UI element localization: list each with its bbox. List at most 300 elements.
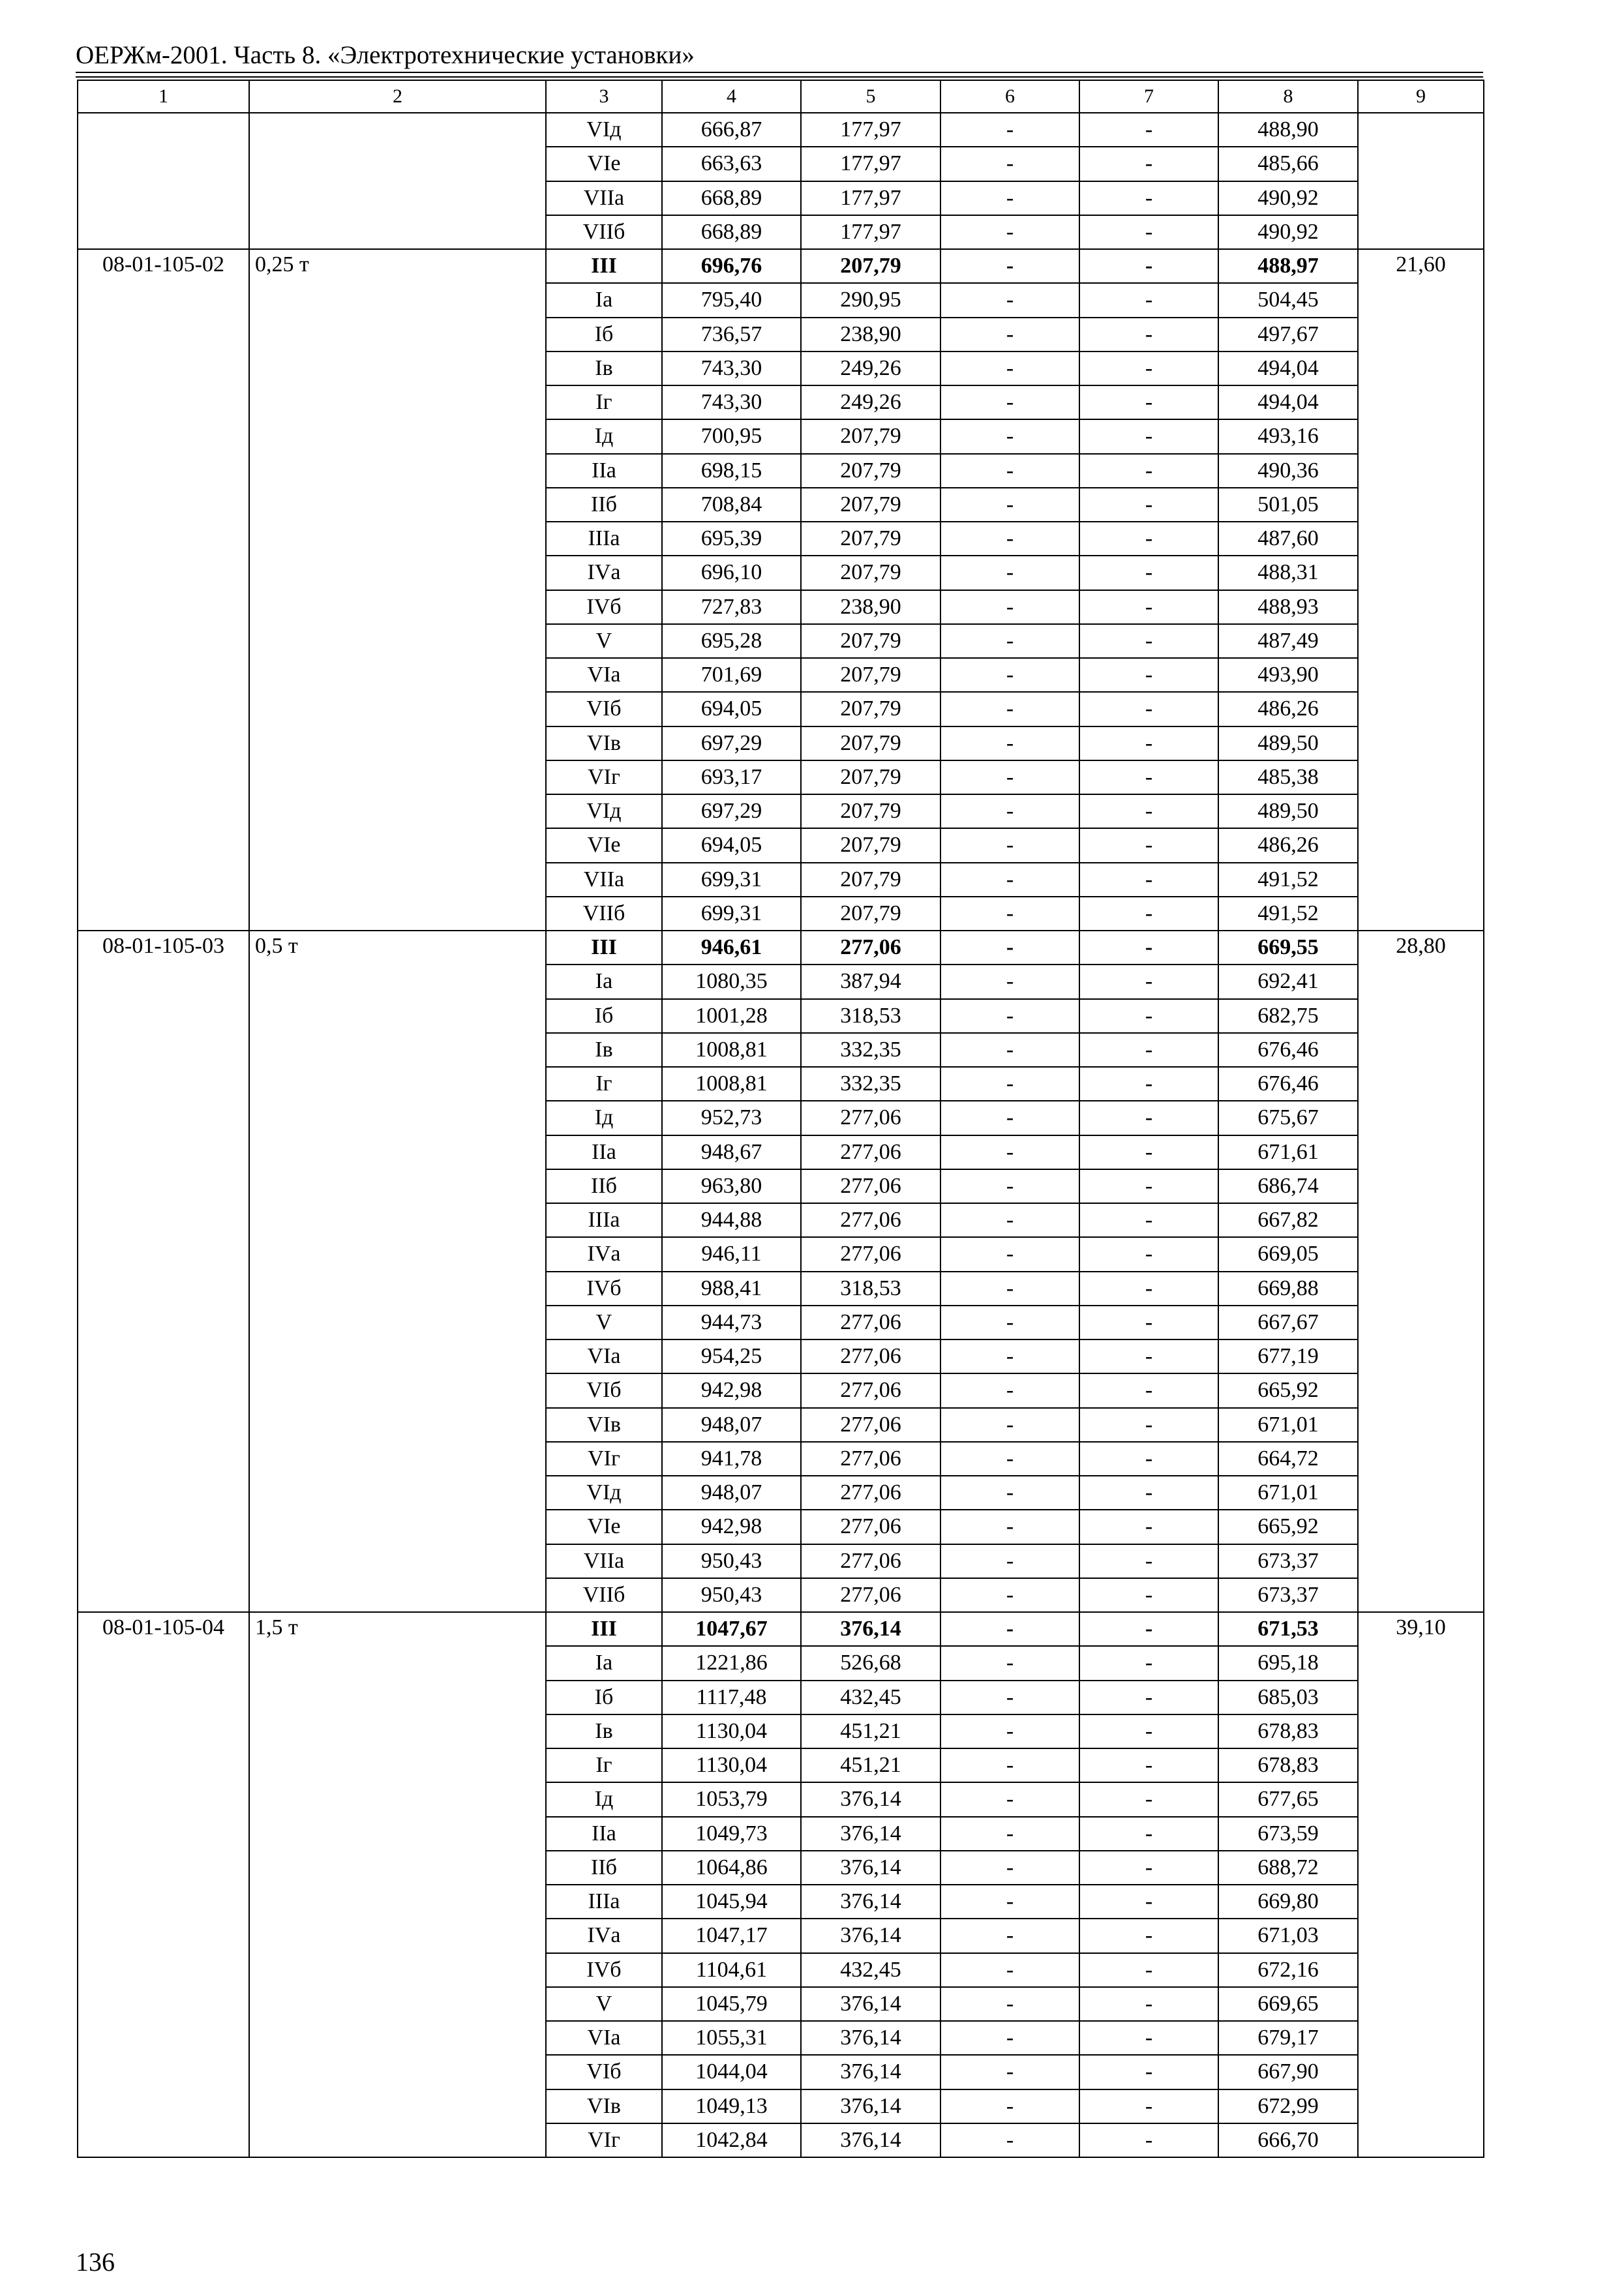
total-cost-cell: 696,76	[662, 249, 801, 283]
driver-wages-cell: -	[1079, 2021, 1218, 2055]
materials-cell: 486,26	[1218, 828, 1358, 862]
rate-code-cell: 08-01-105-03	[78, 931, 249, 1612]
materials-cell: 665,92	[1218, 1373, 1358, 1407]
machine-cost-cell: -	[940, 726, 1079, 760]
wages-cell: 277,06	[801, 1476, 940, 1510]
materials-cell: 490,92	[1218, 215, 1358, 249]
table-row	[78, 931, 1484, 965]
materials-cell: 504,45	[1218, 283, 1358, 317]
wages-cell: 277,06	[801, 1510, 940, 1544]
zone-cell: IIб	[546, 488, 662, 522]
total-cost-cell: 727,83	[662, 590, 801, 624]
total-cost-cell: 743,30	[662, 352, 801, 385]
machine-cost-cell: -	[940, 760, 1079, 794]
driver-wages-cell: -	[1079, 931, 1218, 965]
wages-cell: 432,45	[801, 1681, 940, 1714]
total-cost-cell: 948,07	[662, 1408, 801, 1442]
driver-wages-cell: -	[1079, 522, 1218, 556]
wages-cell: 376,14	[801, 1885, 940, 1919]
materials-cell: 671,03	[1218, 1919, 1358, 1952]
zone-cell: V	[546, 1306, 662, 1339]
materials-cell: 682,75	[1218, 999, 1358, 1033]
column-header: 4	[662, 80, 801, 113]
total-cost-cell: 954,25	[662, 1339, 801, 1373]
total-cost-cell: 663,63	[662, 147, 801, 181]
driver-wages-cell: -	[1079, 1953, 1218, 1987]
materials-cell: 669,65	[1218, 1987, 1358, 2021]
machine-cost-cell: -	[940, 147, 1079, 181]
wages-cell: 318,53	[801, 1272, 940, 1306]
wages-cell: 177,97	[801, 147, 940, 181]
materials-cell: 488,97	[1218, 249, 1358, 283]
wages-cell: 387,94	[801, 965, 940, 998]
header-rule	[76, 76, 1483, 78]
zone-cell: VIд	[546, 1476, 662, 1510]
total-cost-cell: 693,17	[662, 760, 801, 794]
total-cost-cell: 736,57	[662, 318, 801, 352]
machine-cost-cell: -	[940, 1681, 1079, 1714]
total-cost-cell: 1053,79	[662, 1782, 801, 1816]
materials-cell: 692,41	[1218, 965, 1358, 998]
driver-wages-cell: -	[1079, 590, 1218, 624]
column-header: 3	[546, 80, 662, 113]
materials-cell: 678,83	[1218, 1748, 1358, 1782]
total-cost-cell: 1130,04	[662, 1748, 801, 1782]
zone-cell: Iг	[546, 385, 662, 419]
materials-cell: 488,93	[1218, 590, 1358, 624]
materials-cell: 673,37	[1218, 1578, 1358, 1612]
driver-wages-cell: -	[1079, 1272, 1218, 1306]
total-cost-cell: 1049,73	[662, 1817, 801, 1851]
wages-cell: 376,14	[801, 1817, 940, 1851]
driver-wages-cell: -	[1079, 454, 1218, 488]
zone-cell: Iв	[546, 1714, 662, 1748]
machine-cost-cell: -	[940, 113, 1079, 147]
zone-cell: VIд	[546, 113, 662, 147]
driver-wages-cell: -	[1079, 1612, 1218, 1646]
wages-cell: 238,90	[801, 318, 940, 352]
machine-cost-cell: -	[940, 897, 1079, 931]
materials-cell: 665,92	[1218, 1510, 1358, 1544]
machine-cost-cell: -	[940, 556, 1079, 590]
zone-cell: V	[546, 1987, 662, 2021]
zone-cell: VIб	[546, 2055, 662, 2089]
column-number-row	[78, 80, 1484, 113]
driver-wages-cell: -	[1079, 1033, 1218, 1067]
materials-cell: 671,53	[1218, 1612, 1358, 1646]
machine-cost-cell: -	[940, 658, 1079, 692]
machine-cost-cell: -	[940, 590, 1079, 624]
wages-cell: 177,97	[801, 215, 940, 249]
wages-cell: 376,14	[801, 2021, 940, 2055]
wages-cell: 207,79	[801, 692, 940, 726]
total-cost-cell: 795,40	[662, 283, 801, 317]
zone-cell: Iа	[546, 965, 662, 998]
zone-cell: VIд	[546, 794, 662, 828]
zone-cell: VIб	[546, 1373, 662, 1407]
total-cost-cell: 952,73	[662, 1101, 801, 1135]
materials-cell: 672,99	[1218, 2089, 1358, 2123]
materials-cell: 491,52	[1218, 897, 1358, 931]
zone-cell: VIе	[546, 828, 662, 862]
total-cost-cell: 694,05	[662, 692, 801, 726]
machine-cost-cell: -	[940, 1339, 1079, 1373]
column-header: 7	[1079, 80, 1218, 113]
wages-cell: 290,95	[801, 283, 940, 317]
zone-cell: III	[546, 931, 662, 965]
machine-cost-cell: -	[940, 999, 1079, 1033]
total-cost-cell: 699,31	[662, 897, 801, 931]
zone-cell: VIIа	[546, 181, 662, 215]
total-cost-cell: 666,87	[662, 113, 801, 147]
total-cost-cell: 948,07	[662, 1476, 801, 1510]
total-cost-cell: 708,84	[662, 488, 801, 522]
total-cost-cell: 743,30	[662, 385, 801, 419]
machine-cost-cell: -	[940, 488, 1079, 522]
machine-cost-cell: -	[940, 1033, 1079, 1067]
machine-cost-cell: -	[940, 1851, 1079, 1885]
table-row	[78, 113, 1484, 147]
wages-cell: 451,21	[801, 1748, 940, 1782]
wages-cell: 332,35	[801, 1033, 940, 1067]
total-cost-cell: 1055,31	[662, 2021, 801, 2055]
machine-cost-cell: -	[940, 692, 1079, 726]
machine-cost-cell: -	[940, 2089, 1079, 2123]
driver-wages-cell: -	[1079, 1476, 1218, 1510]
total-cost-cell: 668,89	[662, 181, 801, 215]
total-cost-cell: 700,95	[662, 419, 801, 453]
zone-cell: VIв	[546, 1408, 662, 1442]
wages-cell: 207,79	[801, 454, 940, 488]
total-cost-cell: 948,67	[662, 1135, 801, 1169]
machine-cost-cell: -	[940, 2021, 1079, 2055]
materials-cell: 672,16	[1218, 1953, 1358, 1987]
zone-cell: V	[546, 624, 662, 658]
labor-cost-cell: 21,60	[1358, 249, 1484, 931]
materials-cell: 494,04	[1218, 352, 1358, 385]
materials-cell: 671,61	[1218, 1135, 1358, 1169]
wages-cell: 207,79	[801, 249, 940, 283]
driver-wages-cell: -	[1079, 249, 1218, 283]
materials-cell: 485,66	[1218, 147, 1358, 181]
materials-cell: 486,26	[1218, 692, 1358, 726]
wages-cell: 376,14	[801, 2123, 940, 2157]
driver-wages-cell: -	[1079, 147, 1218, 181]
wages-cell: 238,90	[801, 590, 940, 624]
total-cost-cell: 1117,48	[662, 1681, 801, 1714]
zone-cell: VIа	[546, 1339, 662, 1373]
total-cost-cell: 698,15	[662, 454, 801, 488]
driver-wages-cell: -	[1079, 1851, 1218, 1885]
driver-wages-cell: -	[1079, 658, 1218, 692]
driver-wages-cell: -	[1079, 999, 1218, 1033]
zone-cell: IIIа	[546, 522, 662, 556]
page-number: 136	[76, 2247, 115, 2277]
driver-wages-cell: -	[1079, 1714, 1218, 1748]
materials-cell: 673,37	[1218, 1544, 1358, 1578]
wages-cell: 376,14	[801, 1919, 940, 1952]
driver-wages-cell: -	[1079, 113, 1218, 147]
machine-cost-cell: -	[940, 2123, 1079, 2157]
wages-cell: 277,06	[801, 1578, 940, 1612]
wages-cell: 277,06	[801, 1169, 940, 1203]
total-cost-cell: 1008,81	[662, 1033, 801, 1067]
wages-cell: 332,35	[801, 1067, 940, 1101]
driver-wages-cell: -	[1079, 828, 1218, 862]
total-cost-cell: 1130,04	[662, 1714, 801, 1748]
driver-wages-cell: -	[1079, 863, 1218, 897]
driver-wages-cell: -	[1079, 1817, 1218, 1851]
zone-cell: Iб	[546, 1681, 662, 1714]
driver-wages-cell: -	[1079, 1339, 1218, 1373]
machine-cost-cell: -	[940, 1442, 1079, 1476]
driver-wages-cell: -	[1079, 2055, 1218, 2089]
machine-cost-cell: -	[940, 1237, 1079, 1271]
machine-cost-cell: -	[940, 1135, 1079, 1169]
driver-wages-cell: -	[1079, 1544, 1218, 1578]
machine-cost-cell: -	[940, 181, 1079, 215]
wages-cell: 207,79	[801, 897, 940, 931]
zone-cell: VIIб	[546, 215, 662, 249]
driver-wages-cell: -	[1079, 1169, 1218, 1203]
wages-cell: 318,53	[801, 999, 940, 1033]
total-cost-cell: 963,80	[662, 1169, 801, 1203]
driver-wages-cell: -	[1079, 1987, 1218, 2021]
zone-cell: VIб	[546, 692, 662, 726]
driver-wages-cell: -	[1079, 2089, 1218, 2123]
driver-wages-cell: -	[1079, 1646, 1218, 1680]
total-cost-cell: 701,69	[662, 658, 801, 692]
zone-cell: VIг	[546, 2123, 662, 2157]
total-cost-cell: 1001,28	[662, 999, 801, 1033]
machine-cost-cell: -	[940, 283, 1079, 317]
zone-cell: Iб	[546, 999, 662, 1033]
total-cost-cell: 697,29	[662, 794, 801, 828]
total-cost-cell: 668,89	[662, 215, 801, 249]
driver-wages-cell: -	[1079, 692, 1218, 726]
driver-wages-cell: -	[1079, 1782, 1218, 1816]
zone-cell: IVб	[546, 1953, 662, 1987]
machine-cost-cell: -	[940, 931, 1079, 965]
materials-cell: 669,05	[1218, 1237, 1358, 1271]
machine-cost-cell: -	[940, 2055, 1079, 2089]
zone-cell: Iв	[546, 352, 662, 385]
header-rule	[76, 72, 1483, 73]
materials-cell: 489,50	[1218, 726, 1358, 760]
zone-cell: Iа	[546, 283, 662, 317]
labor-cost-cell: 39,10	[1358, 1612, 1484, 2157]
materials-cell: 676,46	[1218, 1067, 1358, 1101]
total-cost-cell: 946,11	[662, 1237, 801, 1271]
table-body	[78, 80, 1484, 2157]
driver-wages-cell: -	[1079, 181, 1218, 215]
machine-cost-cell: -	[940, 1408, 1079, 1442]
total-cost-cell: 944,73	[662, 1306, 801, 1339]
wages-cell: 207,79	[801, 556, 940, 590]
materials-cell: 671,01	[1218, 1408, 1358, 1442]
machine-cost-cell: -	[940, 1203, 1079, 1237]
wages-cell: 249,26	[801, 385, 940, 419]
rate-name-cell: 1,5 т	[249, 1612, 546, 2157]
machine-cost-cell: -	[940, 419, 1079, 453]
total-cost-cell: 694,05	[662, 828, 801, 862]
total-cost-cell: 1221,86	[662, 1646, 801, 1680]
wages-cell: 177,97	[801, 181, 940, 215]
total-cost-cell: 950,43	[662, 1578, 801, 1612]
zone-cell: IVб	[546, 590, 662, 624]
machine-cost-cell: -	[940, 1306, 1079, 1339]
driver-wages-cell: -	[1079, 760, 1218, 794]
wages-cell: 207,79	[801, 828, 940, 862]
total-cost-cell: 1008,81	[662, 1067, 801, 1101]
wages-cell: 207,79	[801, 522, 940, 556]
total-cost-cell: 695,28	[662, 624, 801, 658]
total-cost-cell: 699,31	[662, 863, 801, 897]
column-header: 1	[78, 80, 249, 113]
machine-cost-cell: -	[940, 352, 1079, 385]
materials-cell: 675,67	[1218, 1101, 1358, 1135]
total-cost-cell: 944,88	[662, 1203, 801, 1237]
total-cost-cell: 1045,94	[662, 1885, 801, 1919]
zone-cell: IIа	[546, 454, 662, 488]
total-cost-cell: 1047,67	[662, 1612, 801, 1646]
rate-code-cell: 08-01-105-02	[78, 249, 249, 931]
machine-cost-cell: -	[940, 215, 1079, 249]
machine-cost-cell: -	[940, 624, 1079, 658]
zone-cell: Iд	[546, 1782, 662, 1816]
driver-wages-cell: -	[1079, 965, 1218, 998]
total-cost-cell: 988,41	[662, 1272, 801, 1306]
wages-cell: 207,79	[801, 760, 940, 794]
machine-cost-cell: -	[940, 863, 1079, 897]
wages-cell: 376,14	[801, 1987, 940, 2021]
labor-cost-cell	[1358, 113, 1484, 249]
machine-cost-cell: -	[940, 1714, 1079, 1748]
wages-cell: 277,06	[801, 1544, 940, 1578]
driver-wages-cell: -	[1079, 385, 1218, 419]
rate-name-cell: 0,5 т	[249, 931, 546, 1612]
driver-wages-cell: -	[1079, 1919, 1218, 1952]
machine-cost-cell: -	[940, 1782, 1079, 1816]
materials-cell: 678,83	[1218, 1714, 1358, 1748]
wages-cell: 451,21	[801, 1714, 940, 1748]
driver-wages-cell: -	[1079, 1373, 1218, 1407]
materials-cell: 488,90	[1218, 113, 1358, 147]
total-cost-cell: 1049,13	[662, 2089, 801, 2123]
wages-cell: 277,06	[801, 931, 940, 965]
wages-cell: 376,14	[801, 2055, 940, 2089]
machine-cost-cell: -	[940, 1510, 1079, 1544]
machine-cost-cell: -	[940, 318, 1079, 352]
rate-code-cell: 08-01-105-04	[78, 1612, 249, 2157]
zone-cell: IVа	[546, 1237, 662, 1271]
machine-cost-cell: -	[940, 1612, 1079, 1646]
driver-wages-cell: -	[1079, 1442, 1218, 1476]
materials-cell: 488,31	[1218, 556, 1358, 590]
zone-cell: Iг	[546, 1067, 662, 1101]
machine-cost-cell: -	[940, 1748, 1079, 1782]
materials-cell: 490,92	[1218, 181, 1358, 215]
zone-cell: IVа	[546, 556, 662, 590]
wages-cell: 376,14	[801, 1782, 940, 1816]
driver-wages-cell: -	[1079, 352, 1218, 385]
zone-cell: IIб	[546, 1851, 662, 1885]
machine-cost-cell: -	[940, 249, 1079, 283]
machine-cost-cell: -	[940, 1544, 1079, 1578]
wages-cell: 277,06	[801, 1442, 940, 1476]
materials-cell: 501,05	[1218, 488, 1358, 522]
driver-wages-cell: -	[1079, 1510, 1218, 1544]
driver-wages-cell: -	[1079, 1101, 1218, 1135]
wages-cell: 177,97	[801, 113, 940, 147]
zone-cell: Iг	[546, 1748, 662, 1782]
column-header: 6	[940, 80, 1079, 113]
column-header: 8	[1218, 80, 1358, 113]
zone-cell: Iв	[546, 1033, 662, 1067]
machine-cost-cell: -	[940, 965, 1079, 998]
materials-cell: 493,90	[1218, 658, 1358, 692]
materials-cell: 487,60	[1218, 522, 1358, 556]
machine-cost-cell: -	[940, 454, 1079, 488]
machine-cost-cell: -	[940, 1646, 1079, 1680]
driver-wages-cell: -	[1079, 624, 1218, 658]
materials-cell: 664,72	[1218, 1442, 1358, 1476]
machine-cost-cell: -	[940, 1272, 1079, 1306]
driver-wages-cell: -	[1079, 1578, 1218, 1612]
machine-cost-cell: -	[940, 1476, 1079, 1510]
zone-cell: III	[546, 249, 662, 283]
rate-code-cell	[78, 113, 249, 249]
zone-cell: Iд	[546, 419, 662, 453]
zone-cell: VIв	[546, 2089, 662, 2123]
materials-cell: 667,82	[1218, 1203, 1358, 1237]
zone-cell: VIIб	[546, 897, 662, 931]
driver-wages-cell: -	[1079, 283, 1218, 317]
machine-cost-cell: -	[940, 828, 1079, 862]
zone-cell: VIв	[546, 726, 662, 760]
materials-cell: 491,52	[1218, 863, 1358, 897]
driver-wages-cell: -	[1079, 419, 1218, 453]
column-header: 9	[1358, 80, 1484, 113]
wages-cell: 207,79	[801, 658, 940, 692]
wages-cell: 277,06	[801, 1373, 940, 1407]
machine-cost-cell: -	[940, 1987, 1079, 2021]
materials-cell: 676,46	[1218, 1033, 1358, 1067]
total-cost-cell: 942,98	[662, 1510, 801, 1544]
driver-wages-cell: -	[1079, 1203, 1218, 1237]
zone-cell: IIа	[546, 1817, 662, 1851]
zone-cell: IIб	[546, 1169, 662, 1203]
total-cost-cell: 1064,86	[662, 1851, 801, 1885]
zone-cell: IIа	[546, 1135, 662, 1169]
driver-wages-cell: -	[1079, 1748, 1218, 1782]
wages-cell: 432,45	[801, 1953, 940, 1987]
materials-cell: 685,03	[1218, 1681, 1358, 1714]
materials-cell: 493,16	[1218, 419, 1358, 453]
driver-wages-cell: -	[1079, 318, 1218, 352]
machine-cost-cell: -	[940, 1169, 1079, 1203]
materials-cell: 490,36	[1218, 454, 1358, 488]
zone-cell: VIе	[546, 1510, 662, 1544]
materials-cell: 487,49	[1218, 624, 1358, 658]
zone-cell: IIIа	[546, 1885, 662, 1919]
zone-cell: VIг	[546, 1442, 662, 1476]
total-cost-cell: 1104,61	[662, 1953, 801, 1987]
labor-cost-cell: 28,80	[1358, 931, 1484, 1612]
wages-cell: 526,68	[801, 1646, 940, 1680]
table-row	[78, 249, 1484, 283]
driver-wages-cell: -	[1079, 215, 1218, 249]
